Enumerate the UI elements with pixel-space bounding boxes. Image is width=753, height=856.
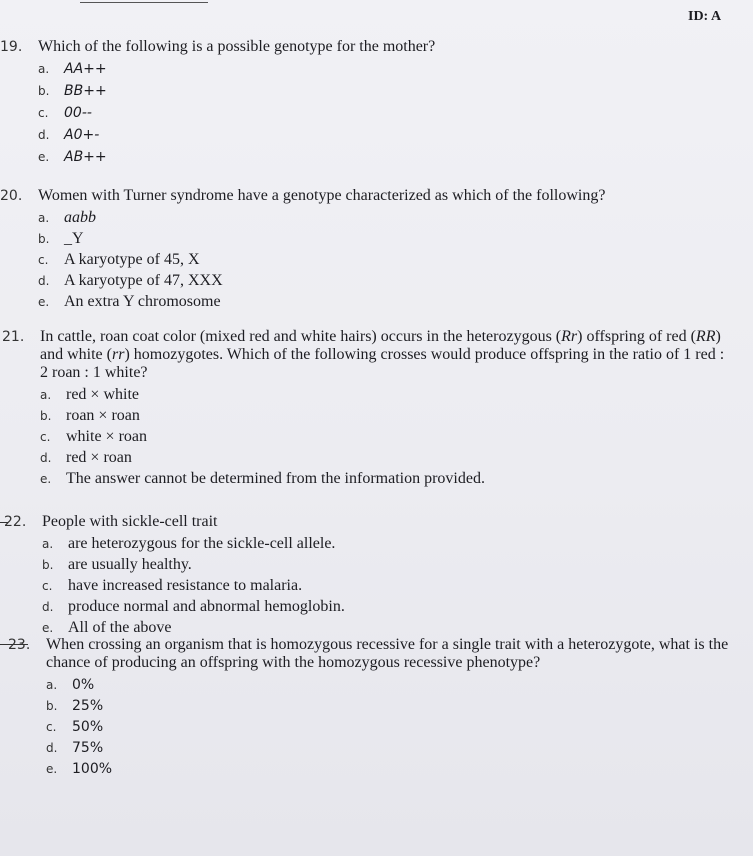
option-letter: c. [38,106,49,120]
option-text: The answer cannot be determined from the information provided. [66,470,485,487]
question-number: 19. [0,39,23,55]
question-20 [0,187,728,312]
option-letter: e. [38,150,50,164]
option-text: red × roan [66,449,132,466]
option-text: red × white [66,386,139,403]
option-text: aabb [64,209,96,226]
option-text: white × roan [66,428,147,445]
option-text: 00-- [64,105,92,121]
option-letter: b. [38,84,50,98]
option-d[interactable] [38,124,728,146]
question-number: 20. [0,188,23,204]
question-stem [8,636,736,672]
answer-options [4,533,732,638]
option-letter: a. [38,211,50,225]
option-c[interactable] [38,249,728,270]
question-stem [0,187,728,205]
option-letter: e. [38,295,50,309]
genotype-rr-dom: RR [695,328,716,345]
option-d[interactable] [46,737,736,758]
option-text: _Y [64,230,84,247]
question-number: 22. [4,514,27,530]
stem-part: ) and white ( [40,328,721,363]
option-text: are usually healthy. [68,556,192,573]
option-b[interactable] [40,405,730,426]
option-letter: a. [40,388,52,402]
stem-part: ) offspring of red ( [577,328,696,345]
genotype-rr-rec: rr [111,346,125,363]
option-letter: a. [42,537,54,551]
option-letter: c. [42,579,53,593]
answer-options [8,674,736,779]
option-e[interactable] [42,617,732,638]
option-text: roan × roan [66,407,140,424]
option-letter: d. [38,274,50,288]
question-22 [4,513,732,638]
option-d[interactable] [40,447,730,468]
answer-options [0,58,728,168]
top-rule-line [80,2,208,3]
option-letter: a. [46,678,58,692]
option-letter: e. [42,621,54,635]
option-text: An extra Y chromosome [64,293,221,310]
genotype-rr-het: Rr [561,328,578,345]
option-text: 75% [72,740,104,756]
option-letter: d. [40,451,52,465]
option-c[interactable] [40,426,730,447]
option-letter: c. [40,430,51,444]
option-letter: b. [42,558,54,572]
option-letter: d. [46,741,58,755]
option-e[interactable] [40,468,730,489]
option-e[interactable] [38,291,728,312]
option-text: 100% [72,761,113,777]
question-21 [2,328,730,489]
option-letter: b. [40,409,52,423]
option-d[interactable] [42,596,732,617]
option-letter: c. [46,720,57,734]
option-e[interactable] [38,146,728,168]
option-c[interactable] [42,575,732,596]
option-text: 0% [72,677,95,693]
option-letter: e. [46,762,58,776]
question-stem [2,328,730,382]
option-text: All of the above [68,619,172,636]
question-number: 21. [2,329,25,345]
option-text: A0+- [64,127,100,143]
option-c[interactable] [46,716,736,737]
question-number: 23. [8,637,31,653]
question-23 [8,636,736,779]
option-text: A karyotype of 47, XXX [64,272,223,289]
option-a[interactable] [46,674,736,695]
option-c[interactable] [38,102,728,124]
question-text [40,328,730,382]
stem-part: In cattle, roan coat color (mixed red and white hairs) occurs in the heterozygous ( [40,328,562,345]
option-text: produce normal and abnormal hemoglobin. [68,598,345,615]
stem-part: ) homozygotes. Which of the following crosses would produce offspring in the ratio of 1 red : 2 roan : 1 white? [40,346,725,381]
answer-options [2,384,730,489]
option-a[interactable] [42,533,732,554]
option-text: are heterozygous for the sickle-cell allele. [68,535,336,552]
option-text: AA++ [64,61,107,77]
question-text: When crossing an organism that is homozygous recessive for a single trait with a heterozygote, what is the chance of producing an offspring with the homozygous recessive phenotype? [46,636,729,671]
option-a[interactable] [38,207,728,228]
option-text: AB++ [64,149,107,165]
option-text: A karyotype of 45, X [64,251,200,268]
question-text: People with sickle-cell trait [42,513,218,530]
option-b[interactable] [42,554,732,575]
option-text: 50% [72,719,104,735]
question-stem [0,38,728,56]
option-text: 25% [72,698,104,714]
option-e[interactable] [46,758,736,779]
option-letter: b. [38,232,50,246]
option-a[interactable] [40,384,730,405]
option-letter: d. [38,128,50,142]
option-letter: d. [42,600,54,614]
option-text: have increased resistance to malaria. [68,577,303,594]
option-b[interactable] [46,695,736,716]
option-b[interactable] [38,80,728,102]
option-text: BB++ [64,83,107,99]
option-letter: b. [46,699,58,713]
answer-key-id: ID: A [688,9,722,24]
question-stem [4,513,732,531]
question-text: Women with Turner syndrome have a genotype characterized as which of the following? [38,187,606,204]
answer-options [0,207,728,312]
question-text: Which of the following is a possible genotype for the mother? [38,38,436,55]
question-19 [0,38,728,168]
option-a[interactable] [38,58,728,80]
option-letter: c. [38,253,49,267]
option-b[interactable] [38,228,728,249]
option-letter: a. [38,62,50,76]
option-letter: e. [40,472,52,486]
option-d[interactable] [38,270,728,291]
